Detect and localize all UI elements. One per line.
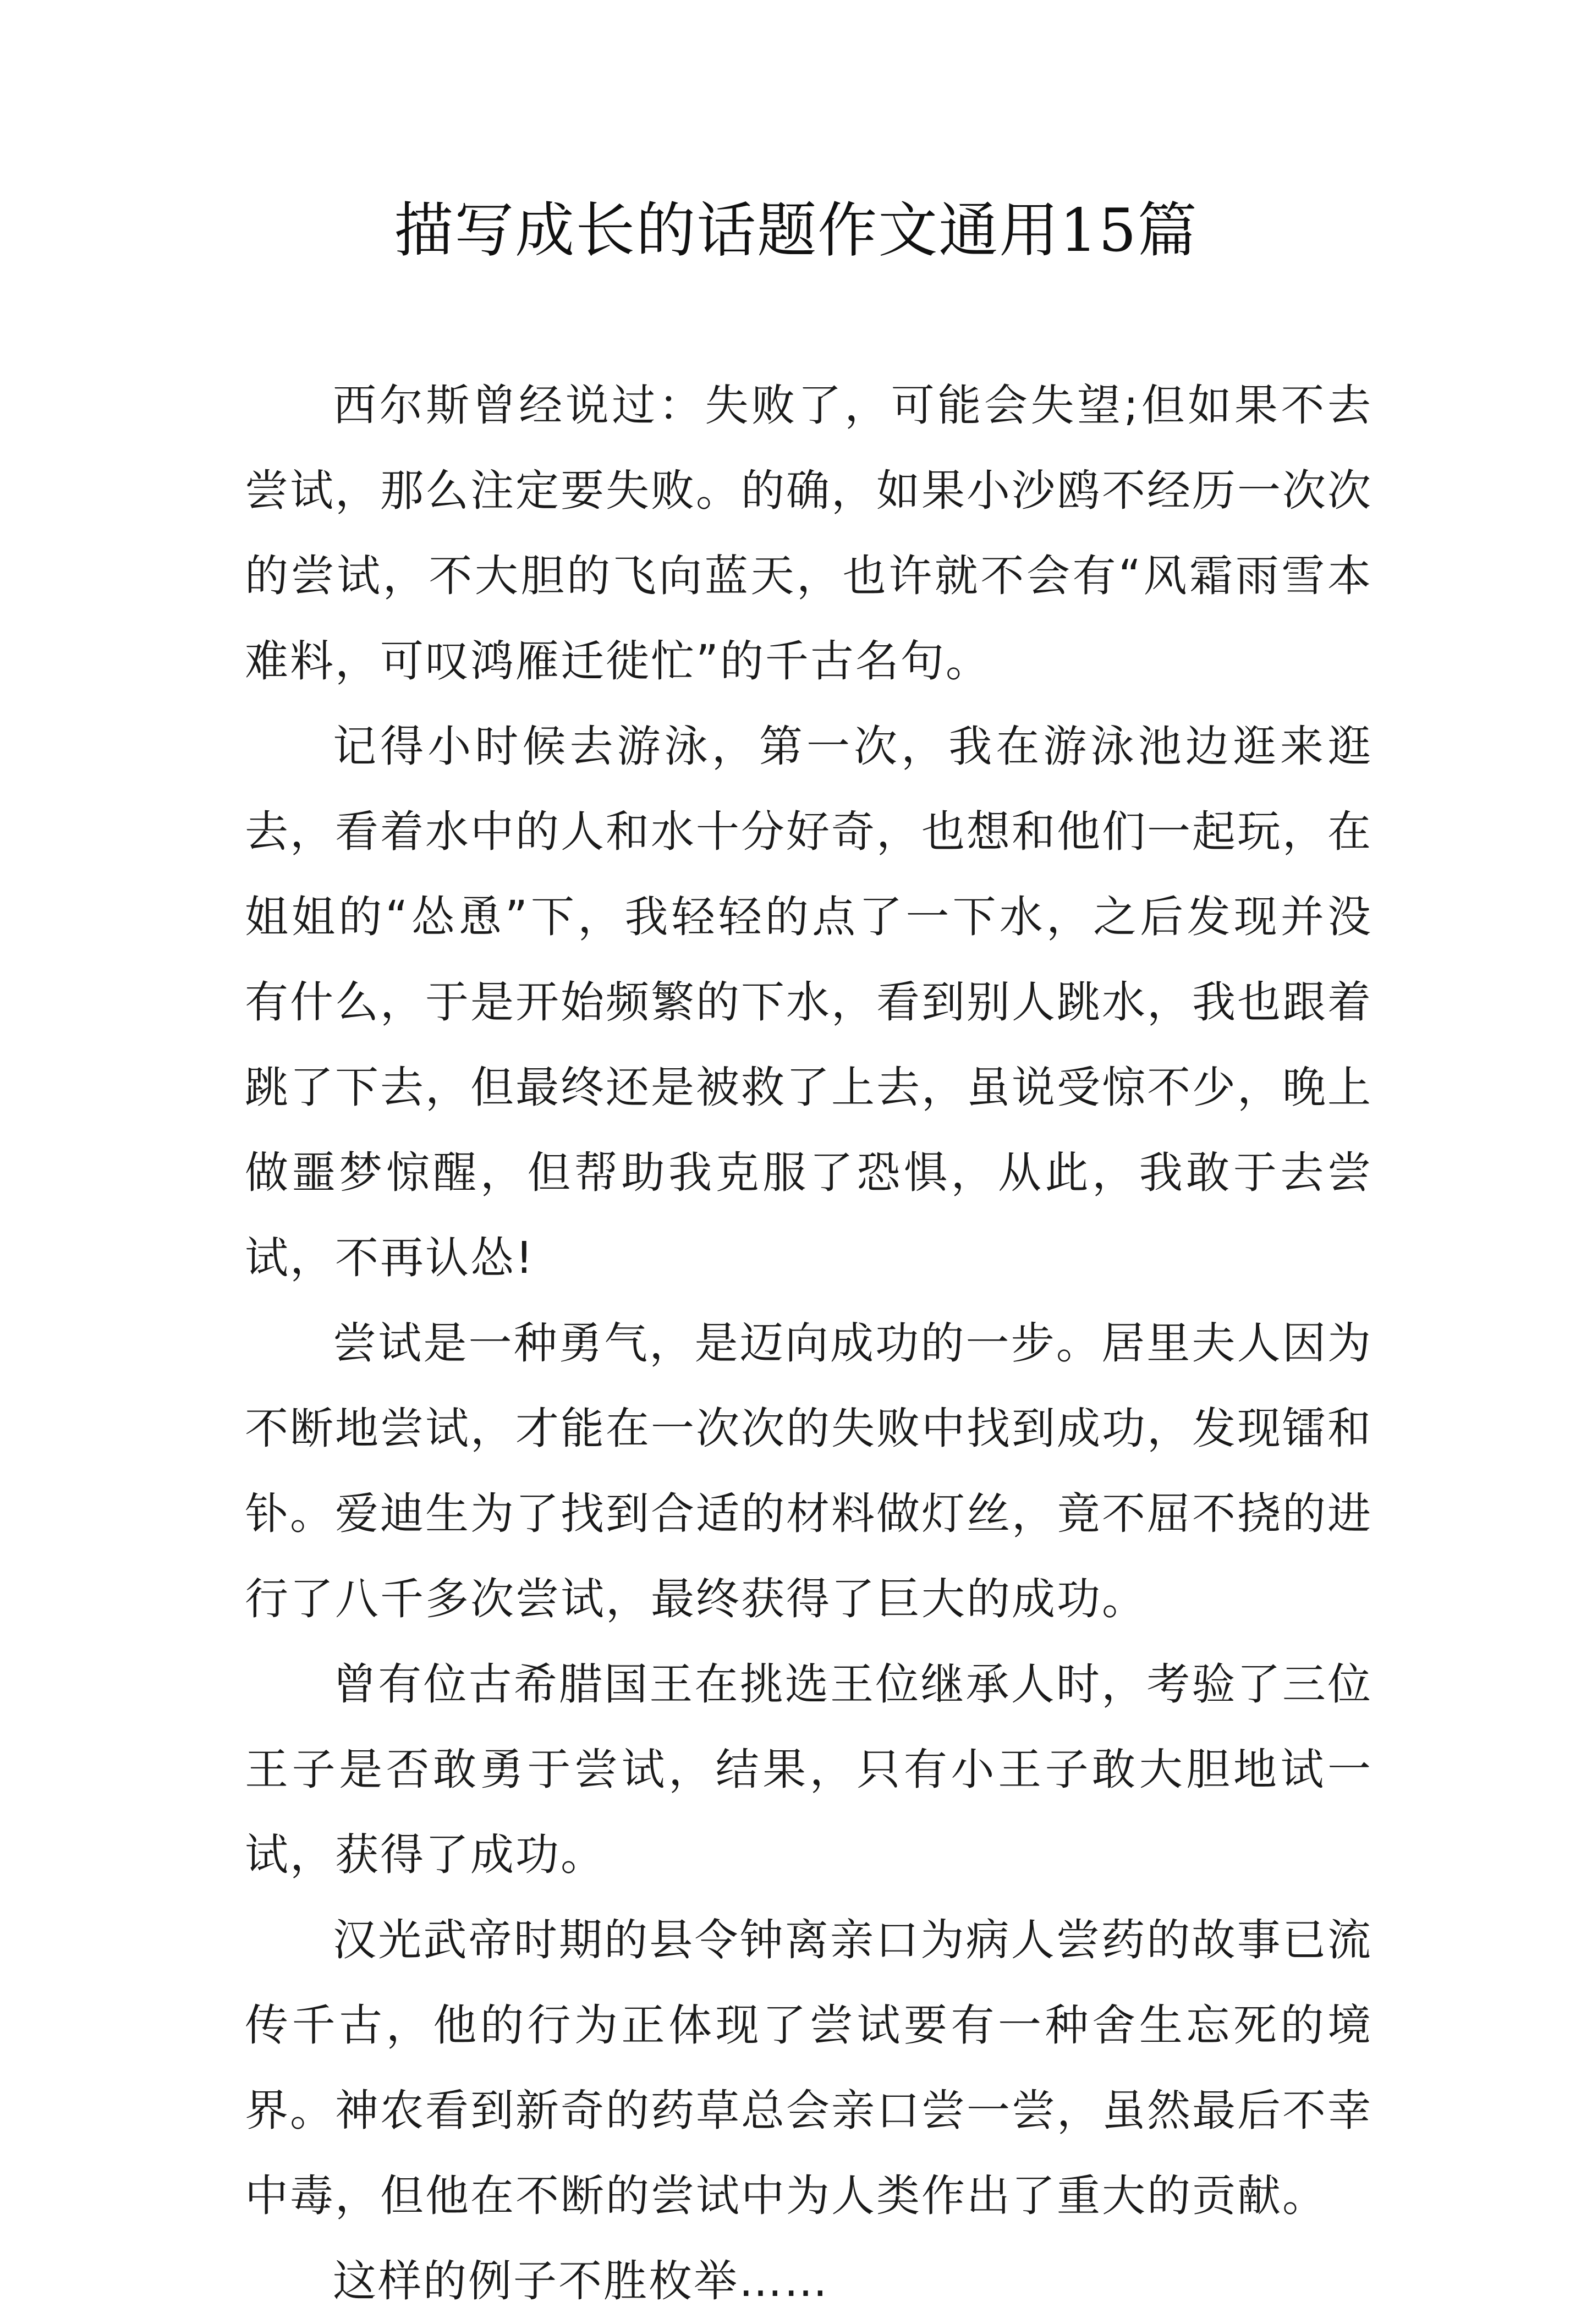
paragraph-4: 曾有位古希腊国王在挑选王位继承人时，考验了三位王子是否敢勇于尝试，结果，只有小王子敢大胆地试一试，获得了成功。 (245, 1659, 1373, 1880)
paragraph-1: 西尔斯曾经说过：失败了，可能会失望;但如果不去尝试，那么注定要失败。的确，如果小沙鸥不经历一次次的尝试，不大胆的飞向蓝天，也许就不会有“风霜雨雪本难料，可叹鸿雁迁徙忙”的千古名句。 (245, 380, 1373, 686)
paragraph-5: 汉光武帝时期的县令钟离亲口为病人尝药的故事已流传千古，他的行为正体现了尝试要有一种舍生忘死的境界。神农看到新奇的药草总会亲口尝一尝，虽然最后不幸中毒，但他在不断的尝试中为人类作出了重大的贡献。 (245, 1915, 1373, 2221)
paragraph-3: 尝试是一种勇气，是迈向成功的一步。居里夫人因为不断地尝试，才能在一次次的失败中找到成功，发现镭和钋。爱迪生为了找到合适的材料做灯丝，竟不屈不挠的进行了八千多次尝试，最终获得了巨大的成功。 (245, 1318, 1373, 1624)
document-title: 描写成长的话题作文通用15篇 (394, 196, 1198, 265)
paragraph-6: 这样的例子不胜枚举…… (333, 2256, 829, 2306)
paragraph-2: 记得小时候去游泳，第一次，我在游泳池边逛来逛去，看着水中的人和水十分好奇，也想和他们一起玩，在姐姐的“怂恿”下，我轻轻的点了一下水，之后发现并没有什么，于是开始频繁的下水，看到别人跳水，我也跟着跳了下去，但最终还是被救了上去，虽说受惊不少，晚上做噩梦惊醒，但帮助我克服了恐惧，从此，我敢于去尝试，不再认怂! (245, 721, 1373, 1283)
document-body (245, 363, 1373, 2324)
